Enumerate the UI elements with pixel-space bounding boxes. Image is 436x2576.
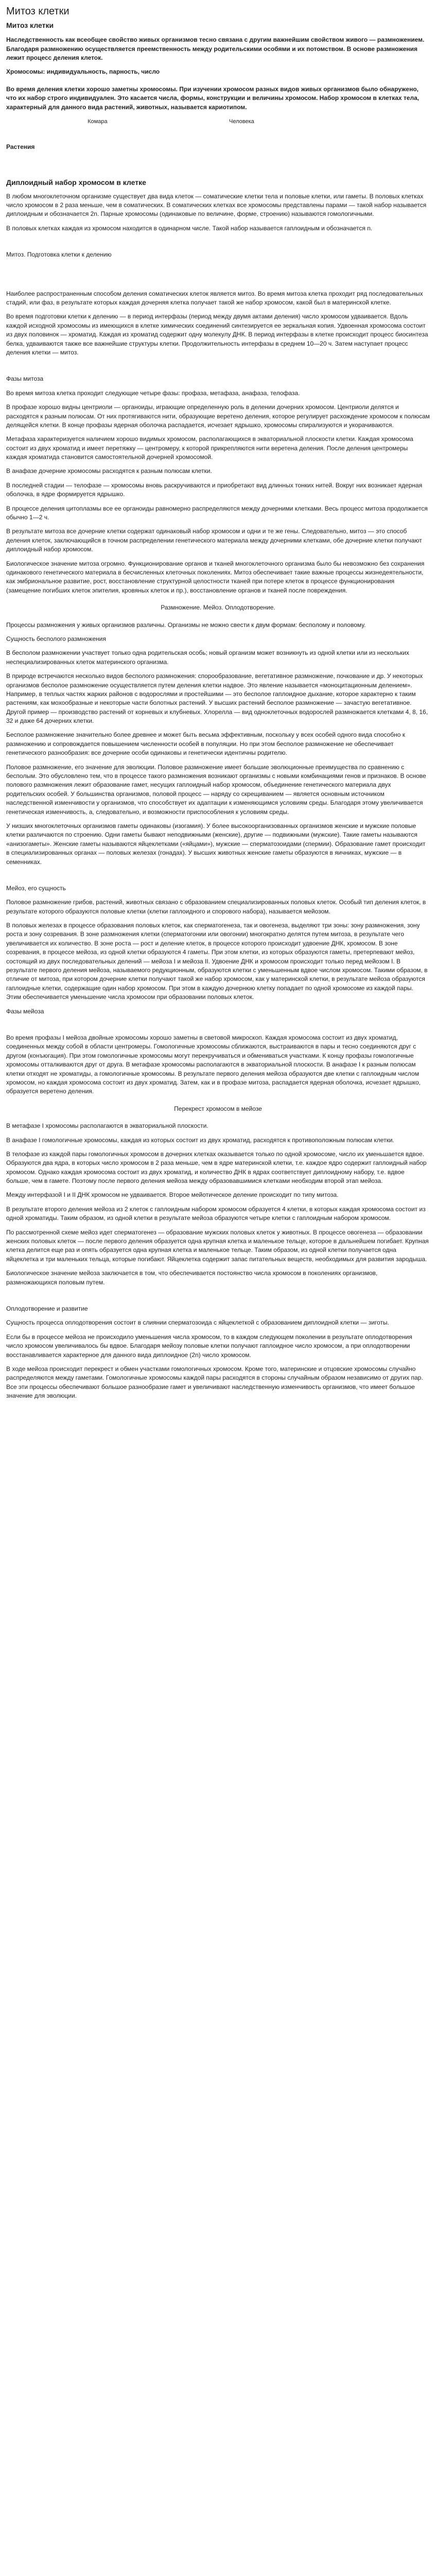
division-lead-paragraph: Во время деления клетки хорошо заметны хромосомы. При изучении хромосом разных видов живых организмов было обнаружено, что их набор строго индивидуален. Это касается числа, формы, конструкции и величины хромосом. Набор хромосом в клетках тела, характерный для данного вида растений, животных, называется кариотипом. bbox=[6, 85, 420, 111]
phases-paragraph: Биологическое значение митоза огромно. Функционирование органов и тканей многоклеточного организма было бы невозможно без сохранения одинакового генетического материала в бесчисленных клеточных поколениях. Митоз обеспечивает такие важные процессы жизнедеятельности, как эмбриональное развитие, рост, восстановление структурной целостности тканей при потере клеток в процессе функционирования (замещение погибших клеток эпителия, кровяных клеток и пр.), восстановление органов и тканей после повреждения. bbox=[6, 560, 425, 594]
diploid-paragraph: В половых клетках каждая из хромосом находится в одинарном числе. Такой набор называется гаплоидным и обозначается n. bbox=[6, 224, 373, 232]
phases-paragraph: Во время митоза клетка проходит следующие четыре фазы: профаза, метафаза, анафаза, телофаза. bbox=[6, 389, 300, 397]
fertilization-heading: Оплодотворение и развитие bbox=[6, 1304, 88, 1312]
fertilization-paragraph: Если бы в процессе мейоза не происходило уменьшения числа хромосом, то в каждом следующем поколении в результате оплодотворения число хромосом увеличивалось бы вдвое. Благодаря мейозу половые клетки получают гаплоидное число хромосом, а при оплодотворении восстанавливается характерное для данного вида диплоидное (2n) число хромосом. bbox=[6, 1333, 412, 1359]
phases-paragraph: Метафаза характеризуется наличием хорошо видимых хромосом, располагающихся в экваториальной плоскости клетки. Каждая хромосома состоит из двух хроматид и имеет перетяжку — центромеру, к которой прикрепляются нити веретена деления. После деления центромеры каждая хроматида становится самостоятельной дочерней хромосомой. bbox=[6, 435, 413, 461]
intro-paragraph: Наследственность как всеобщее свойство живых организмов тесно связана с другим важнейшим свойством живого — размножением. Благодаря размножению осуществляется преемственность между родительскими особями и их потомством. В основе размножения лежит процесс деления клеток. bbox=[6, 36, 425, 62]
phases-paragraph: В последней стадии — телофазе — хромосомы вновь раскручиваются и приобретают вид длинных тонких нитей. Вокруг них возникает ядерная оболочка, в ядре формируется ядрышко. bbox=[6, 481, 423, 498]
mitosis-prep-paragraph: Наиболее распространенным способом деления соматических клеток является митоз. Во время митоза клетка проходит ряд последовательных стадий, или фаз, в результате которых каждая дочерняя клетка получает такой же набор хромосом, какой был в материнской клетке. bbox=[6, 290, 423, 306]
crossover-paragraph: В анафазе I гомологичные хромосомы, каждая из которых состоит из двух хроматид, расходятся к противоположным полюсам клетки. bbox=[6, 1136, 394, 1144]
reproduction-paragraph: Процессы размножения у живых организмов различны. Организмы не можно свести к двум формам: бесполому и половому. bbox=[6, 621, 366, 629]
diploid-heading: Диплоидный набор хромосом в клетке bbox=[6, 178, 146, 187]
caption-mosquito: Комара bbox=[88, 118, 108, 125]
phases-paragraph: В анафазе дочерние хромосомы расходятся к разным полюсам клетки. bbox=[6, 467, 212, 475]
phases-paragraph: В результате митоза все дочерние клетки содержат одинаковый набор хромосом и одни и те же гены. Следовательно, митоз — это способ деления клеток, заключающийся в точном распределении генетического материала между дочерними клетками, обе дочерние клетки получают диплоидный набор хромосом. bbox=[6, 528, 422, 553]
meiosis-paragraph: В половых железах в процессе образования половых клеток, как сперматогенеза, так и овогенеза, выделяют три зоны: зону размножения, зону роста и зону созревания. В зоне размножения клетки (сперматогонии или овогонии) многократно делятся путем митоза, в результате чего увеличивается их количество. В зоне роста — рост и деление клеток, в процессе которого происходит удвоение ДНК, хромосом. В зоне созревания, в процессе мейоза, из одной клетки образуются 4 гаметы. При этом клетки, из которых образуются гаметы, претерпевают мейоз, состоящий из двух последовательных делений — мейоза I и мейоза II. Удвоение ДНК и хромосом происходит только перед мейозом I. В результате первого деления мейоза, называемого редукционным, образуются клетки с уменьшенным вдвое числом хромосом. Такими образом, в отличие от митоза, при котором дочерние клетки получают такой же набор хромосом, как у материнской клетки, в результате мейоза образуются гаплоидные клетки, содержащие один набор хромосом. При этом в каждую дочернюю клетку попадает по одной хромосоме из каждой пары. Этим обеспечивается уменьшение числа хромосом при образовании половых клеток. bbox=[6, 922, 428, 1001]
meiosis-paragraph: Фазы мейоза bbox=[6, 1007, 44, 1015]
chromosomes-heading: Хромосомы: индивидуальность, парность, число bbox=[6, 68, 160, 76]
fertilization-paragraph: Сущность процесса оплодотворения состоит в слиянии сперматозоида с яйцеклеткой с образованием диплоидной клетки — зиготы. bbox=[6, 1319, 389, 1327]
crossover-paragraph: В результате второго деления мейоза из 2 клеток с гаплоидным набором хромосом образуется 4 клетки, в которых каждая хромосома состоит из одной хроматиды. Таким образом, из одной клетки в результате мейоза образуются четыре клетки с гаплоидным набором хромосом. bbox=[6, 1205, 426, 1222]
fertilization-paragraph: В ходе мейоза происходит перекрест и обмен участками гомологичных хромосом. Кроме того, материнские и отцовские хромосомы случайно распределяются между гаметами. Гомологичные хромосомы каждой пары расходятся в стороны случайным образом независимо от других пар. Все эти процессы обеспечивают большое разнообразие гамет и увеличивают наследственную изменчивость организмов, что имеет большое значение для эволюции. bbox=[6, 1365, 423, 1400]
crossover-paragraph: В метафазе I хромосомы располагаются в экваториальной плоскости. bbox=[6, 1122, 208, 1130]
reproduction-paragraph: В природе встречаются несколько видов бесполого размножения: спорообразование, вегетативное размножение, почкование и др. У некоторых организмов бесполое размножение осуществляется путем деления клетки надвое. Это явление называется «моноцитационным делением». Например, в теплых частях жарких районов с водорослями и простейшими — это бесполое гаплоидное дыхание, которое характерно к таким растениям, как мохообразные и некоторые части болотных растений. У высших растений бесполое размножение — зачастую вегетативное. Другой пример — производство растений от корневых и клубневых. Хлорелла — вид одноклеточных водорослей размножается клетками 4, 8, 16, 32 и даже 64 дочерних клетки. bbox=[6, 672, 428, 725]
document-title: Митоз клетки bbox=[6, 6, 69, 17]
document-subtitle: Митоз клетки bbox=[6, 21, 54, 29]
reproduction-paragraph: Сущность бесполого размножения bbox=[6, 635, 106, 642]
crossover-caption: Перекрест хромосом в мейозе bbox=[174, 1105, 262, 1112]
meiosis-paragraph: Во время профазы I мейоза двойные хромосомы хорошо заметны в световой микроскоп. Каждая хромосома состоит из двух хроматид, соединенных между собой в области центромеры. Гомологичные хромосомы сближаются, выстраиваются в пары и тесно соединяются друг с другом (конъюгация). При этом гомологичные хромосомы могут перекручиваться и обмениваться участками. К концу профазы гомологичные хромосомы отталкиваются друг от друга. В метафазе хромосомы располагаются в экваториальной плоскости. В анафазе I к разным полюсам клетки отходят не хроматиды, а гомологичные хромосомы. В результате первого деления мейоза образуются две клетки с гаплоидным числом хромосом, но каждая хромосома состоит из двух хроматид. Затем, как и в профазе митоза, распадается ядерная оболочка, исчезает ядрышко, образуется веретено деления. bbox=[6, 1034, 421, 1095]
karyotype-captions bbox=[27, 118, 315, 126]
mitosis-prep-heading: Митоз. Подготовка клетки к делению bbox=[6, 251, 112, 259]
phases-heading: Фазы митоза bbox=[6, 375, 44, 383]
crossover-paragraph: Между интерфазой I и II ДНК хромосом не удваивается. Второе мейотическое деление происходит по типу митоза. bbox=[6, 1191, 339, 1199]
diploid-paragraph: В любом многоклеточном организме существует два вида клеток — соматические клетки тела и половые клетки, или гаметы. В половых клетках число хромосом в 2 раза меньше, чем в соматических. В соматических клетках все хромосомы представлены парами — такой набор называется диплоидным и обозначается 2n. Парные хромосомы (одинаковые по величине, форме, строению) называются гомологичными. bbox=[6, 192, 427, 218]
crossover-paragraph: По рассмотренной схеме мейоз идет сперматогенез — образование мужских половых клеток у животных. В процессе овогенеза — образовании женских половых клеток — после первого деления образуется одна крупная клетка и маленькое тельце, которое в дальнейшем погибает. Крупная клетка делится еще раз и опять образуется одна крупная клетка и маленькое тельце. Таким образом, из одной клетки получается одна яйцеклетка и три маленьких тельца, которые погибают. Яйцеклетка содержит запас питательных веществ, необходимых для развития зародыша. bbox=[6, 1228, 429, 1263]
plant-label: Растения bbox=[6, 143, 35, 150]
reproduction-caption: Размножение. Мейоз. Оплодотворение. bbox=[161, 604, 275, 612]
meiosis-paragraph: Половое размножение грибов, растений, животных связано с образованием специализированных половых клеток. Особый тип деления клеток, в результате которого образуются половые клетки (клетки гаплоидного и спорового набора), называется мейозом. bbox=[6, 899, 426, 915]
reproduction-paragraph: Бесполое размножение значительно более древнее и может быть весьма эффективным, поскольку у всех особей одного вида способно к размножению и сопровождается повышением численности особей в популяции. Но при этом бесполое размножение не обеспечивает генетического разнообразия: все дочерние особи одинаковы и генетически идентичны родителю. bbox=[6, 731, 405, 757]
caption-human: Человека bbox=[229, 118, 254, 125]
mitosis-prep-paragraph: Во время подготовки клетки к делению — в период интерфазы (период между двумя актами деления) число хромосом удваивается. Вдоль каждой исходной хромосомы из имеющихся в клетке химических соединений синтезируется ее зеркальная копия. Удвоенная хромосома состоит из двух половинок — хроматид. Каждая из хроматид содержит одну молекулу ДНК. В период интерфазы в клетке происходит процесс биосинтеза белка, удваиваются также все важнейшие структуры клетки. Продолжительность интерфазы в среднем 10—20 ч. Затем наступает процесс деления клетки — митоз. bbox=[6, 313, 428, 356]
reproduction-paragraph: Половое размножение, его значение для эволюции. Половое размножение имеет большие эволюционные преимущества по сравнению с бесполым. Это обусловлено тем, что в процессе такого размножения возникают организмы с новыми комбинациями генов и признаков. В основе полового размножения лежит образование гамет, несущих гаплоидный набор хромосом, объединение генетического материала двух родительских особей. У большинства организмов, половой процесс — наряду со скрещиванием — является основным источником наследственной изменчивости у организмов, что способствует их адаптации к изменяющимся условиям среды. Благодаря этому увеличивается генетическая изменчивость, а, следовательно, и возможности приспособления к условиям среды. bbox=[6, 763, 426, 816]
crossover-paragraph: В телофазе из каждой пары гомологичных хромосом в дочерних клетках оказывается только по одной хромосоме, число их уменьшается вдвое. Образуются два ядра, в которых число хромосом в 2 раза меньше, чем в ядре материнской клетки, т.е. каждое ядро содержит гаплоидный набор хромосом. Однако каждая хромосома состоит из двух хроматид, и количество ДНК в ядрах соответствует диплоидному набору, т.е. вдвое больше, чем в гамете. Поэтому после первого деления мейоза между образовавшимися клетками необходим второй этап мейоза. bbox=[6, 1150, 427, 1185]
phases-paragraph: В процессе деления цитоплазмы все ее органоиды равномерно распределяются между дочерними клетками. Весь процесс митоза продолжается обычно 1—2 ч. bbox=[6, 504, 428, 521]
phases-paragraph: В профазе хорошо видны центриоли — органоиды, играющие определенную роль в делении дочерних хромосом. Центриоли делятся и расходятся к разным полюсам. От них протягиваются нити, образующие веретено деления, которое регулирует расхождение хромосом к полюсам делящейся клетки. В конце профазы ядерная оболочка распадается, исчезает ядрышко, хромосомы спирализуются и укорачиваются. bbox=[6, 403, 430, 429]
meiosis-heading: Мейоз, его сущность bbox=[6, 884, 66, 892]
crossover-paragraph: Биологическое значение мейоза заключается в том, что обеспечивается постоянство числа хромосом в поколениях организмов, размножающихся половым путем. bbox=[6, 1269, 378, 1286]
reproduction-paragraph: В бесполом размножении участвует только одна родительская особь; новый организм может возникнуть из одной клетки или из нескольких неспециализированных клеток материнского организма. bbox=[6, 649, 409, 666]
reproduction-paragraph: У низших многоклеточных организмов гаметы одинаковы (изогамия). У более высокоорганизованных организмов женские и мужские половые клетки различаются по строению. Одни гаметы бывают неподвижными (женские), другие — подвижными (мужские). Такие гаметы называются «анизогаметы». Женские гаметы называются яйцеклетками («яйцами»), мужские — сперматозоидами (спермии). Образование гамет происходит в специализированных органах — половых железах (гонадах). У высших животных женские гаметы образуются в яичниках, мужские — в семенниках. bbox=[6, 822, 426, 866]
